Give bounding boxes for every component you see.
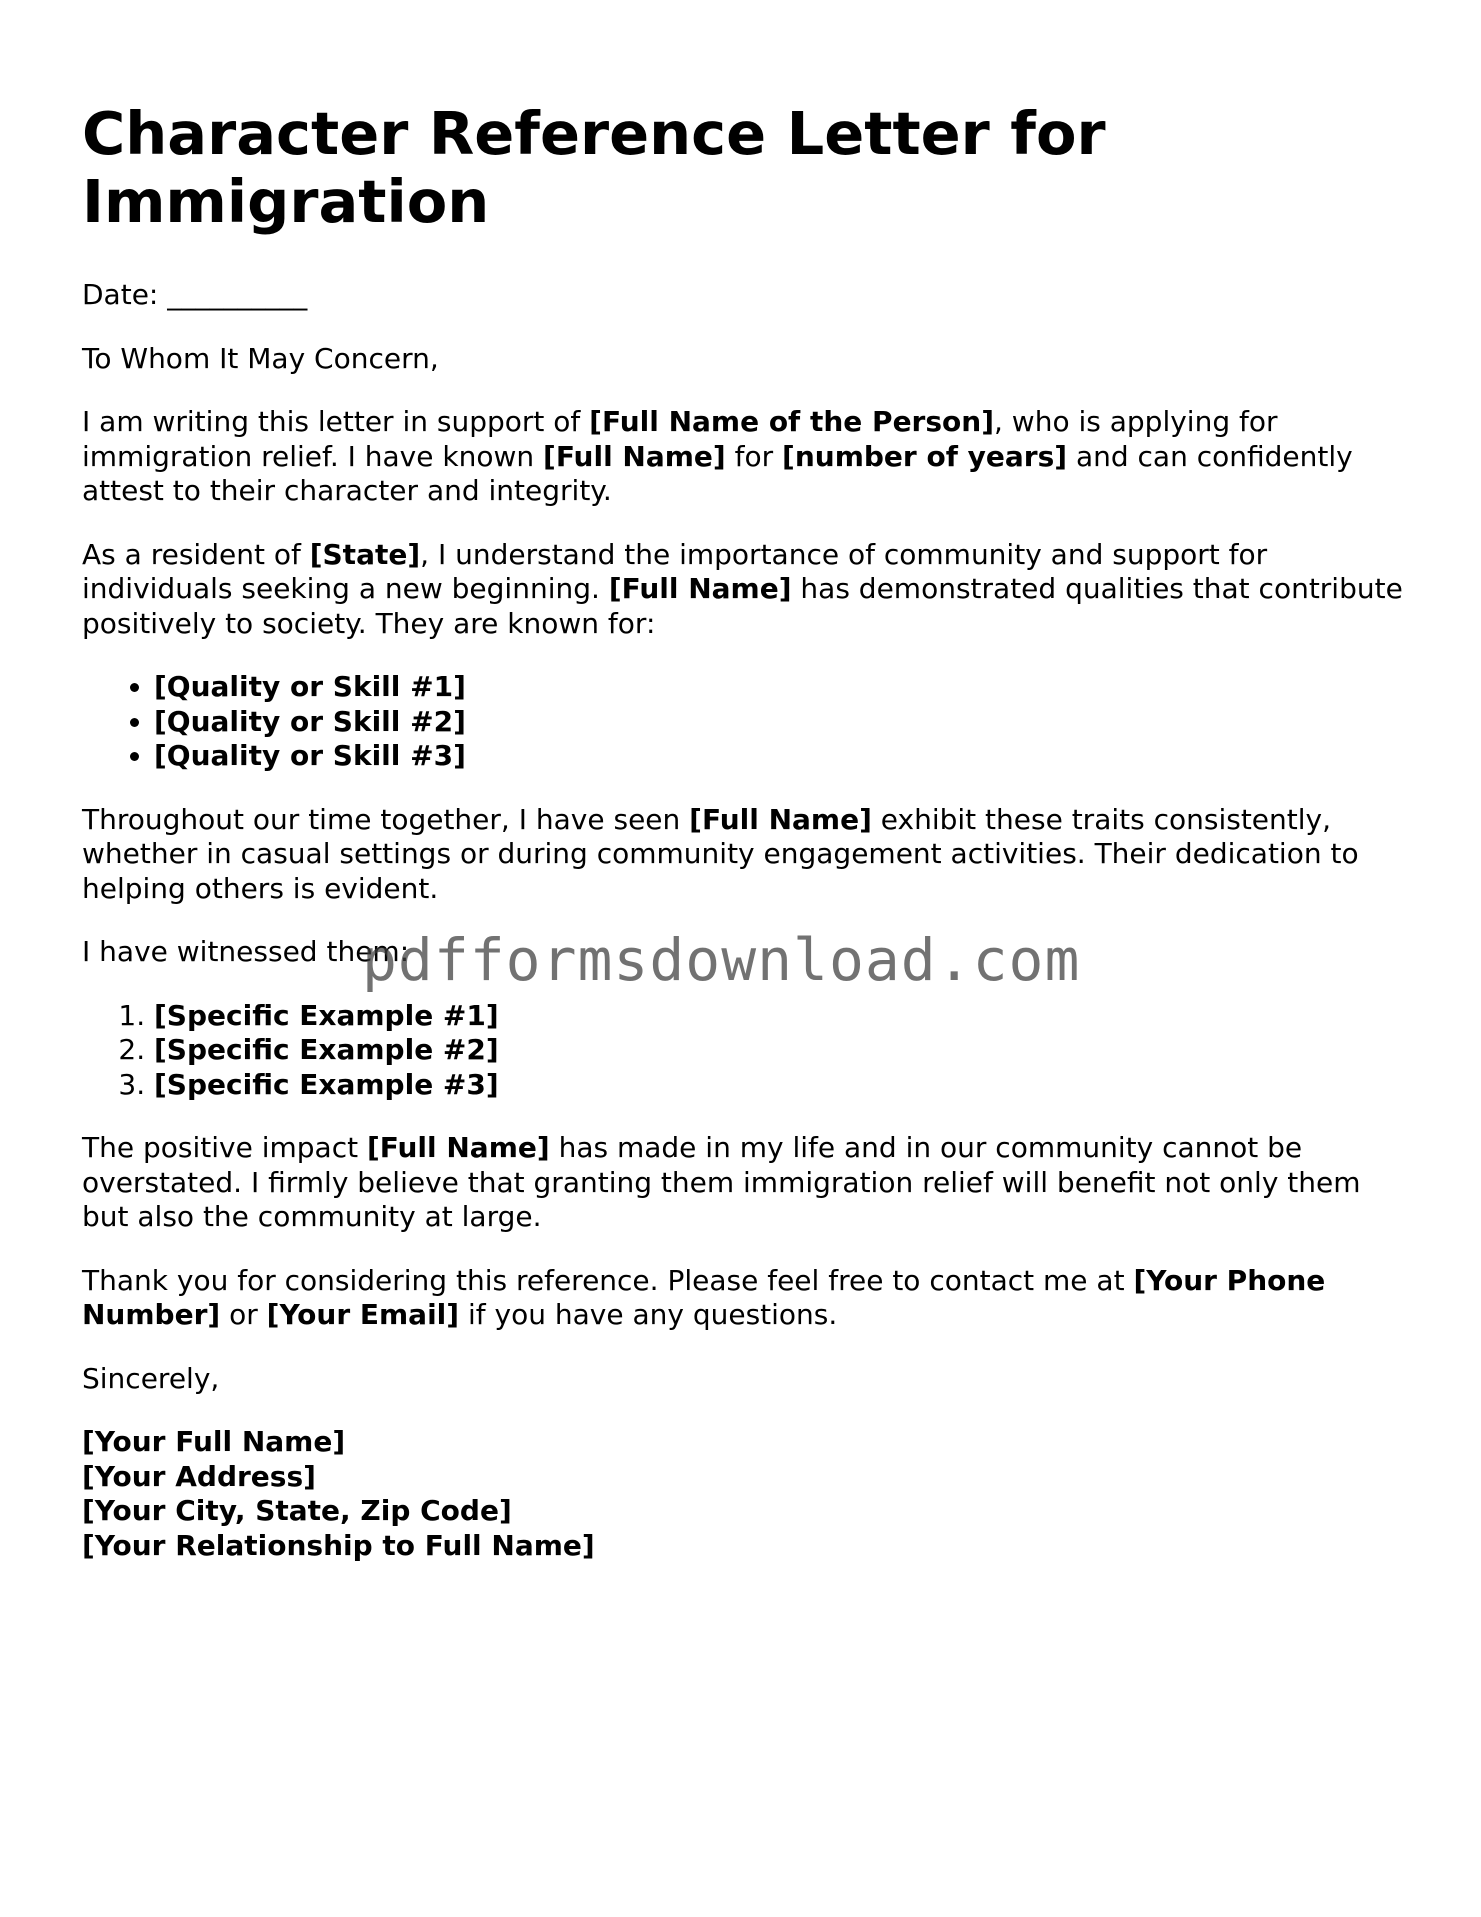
placeholder-quality-3: [Quality or Skill #3] [154, 739, 466, 772]
text-span: As a resident of [82, 537, 310, 571]
list-item [154, 999, 1412, 1034]
closing: Sincerely, [82, 1361, 220, 1395]
examples-list [82, 999, 1412, 1103]
placeholder-quality-2: [Quality or Skill #2] [154, 704, 466, 738]
page-title: Character Reference Letter for Immigration [82, 99, 1106, 236]
placeholder-city-state-zip: [Your City, State, Zip Code] [82, 1494, 512, 1527]
placeholder-full-name: [Full Name] [543, 439, 726, 473]
text-span: and can confidently attest to their character and integrity. [82, 439, 1353, 507]
placeholder-example-1: [Specific Example #1] [154, 998, 499, 1032]
date-blank: __________ [167, 278, 308, 311]
placeholder-phone-number: [Your Phone Number] [82, 1263, 1326, 1331]
list-item [154, 1068, 1412, 1103]
text-span: I am writing this letter in support of [82, 405, 590, 438]
paragraph-resident [82, 538, 1412, 642]
text-span: Thank you for considering this reference. Please feel free to contact me at [82, 1263, 1134, 1297]
list-item [154, 1033, 1412, 1068]
qualities-list [82, 670, 1412, 774]
list-item [154, 670, 1412, 705]
text-span: Throughout our time together, I have seen [82, 802, 690, 836]
placeholder-full-name: [Full Name] [608, 572, 792, 605]
letter-page [82, 100, 1412, 1563]
list-item [154, 705, 1412, 740]
paragraph-support [82, 405, 1412, 509]
text-span: , I understand the importance of community and support for individuals seeking a new beginning. [82, 537, 1268, 605]
placeholder-your-address: [Your Address] [82, 1459, 316, 1493]
text-span: has made in my life and in our community cannot be overstated. I firmly believe that granting them immigration relief will benefit not only them but also the community at large. [82, 1131, 1361, 1233]
salutation: To Whom It May Concern, [82, 341, 439, 375]
text-span: if you have any questions. [459, 1298, 838, 1331]
placeholder-email: [Your Email] [266, 1298, 460, 1331]
watermark-text: pdfformsdownload.com [362, 926, 1081, 994]
placeholder-example-3: [Specific Example #3] [154, 1067, 499, 1101]
list-item [154, 739, 1412, 774]
paragraph-impact [82, 1131, 1412, 1235]
placeholder-state: [State] [309, 537, 421, 571]
placeholder-full-name: [Full Name] [689, 802, 872, 836]
text-span: , who is applying for immigration relief. I have known [82, 405, 1278, 473]
placeholder-quality-1: [Quality or Skill #1] [154, 670, 466, 703]
text-span: has demonstrated qualities that contribute positively to society. They are known for: [82, 572, 1403, 640]
placeholder-relationship: [Your Relationship to Full Name] [82, 1528, 595, 1562]
text-span: for [725, 439, 783, 473]
text-span: or [220, 1298, 267, 1331]
placeholder-full-name: [Full Name] [366, 1131, 550, 1164]
text-span: exhibit these traits consistently, whether in casual settings or during community engagement activities. Their dedication to helping others is evident. [82, 802, 1359, 905]
witnessed-line: I have witnessed them: [82, 935, 410, 968]
placeholder-number-of-years: [number of years] [782, 439, 1068, 473]
placeholder-example-2: [Specific Example #2] [154, 1033, 499, 1066]
text-span: The positive impact [82, 1131, 367, 1164]
date-line [82, 278, 1412, 313]
paragraph-traits [82, 803, 1412, 907]
signature-block [82, 1425, 1412, 1563]
placeholder-your-full-name: [Your Full Name] [82, 1425, 346, 1458]
date-label: Date: [82, 278, 159, 311]
placeholder-full-name-of-person: [Full Name of the Person] [589, 405, 994, 438]
paragraph-contact [82, 1264, 1412, 1333]
